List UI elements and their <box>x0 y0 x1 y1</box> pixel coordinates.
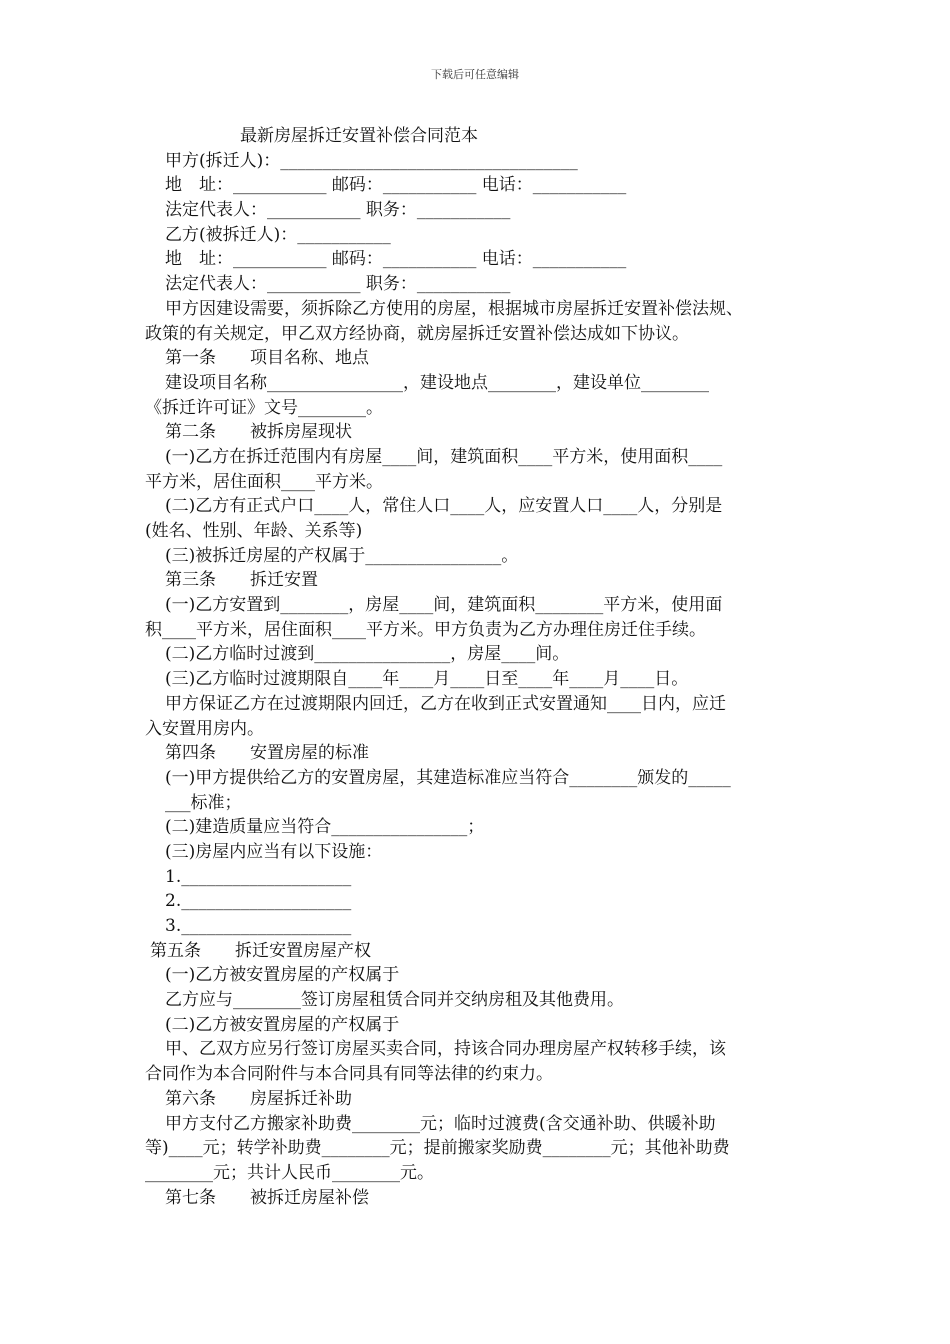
party-a-line: 甲方(拆迁人)：___________________________________ <box>165 150 578 171</box>
paragraph-line: (三)被拆迁房屋的产权属于________________。 <box>165 545 519 566</box>
list-item: 2.____________________ <box>165 891 352 912</box>
paragraph-line: 积____平方米，居住面积____平方米。甲方负责为乙方办理住房迁住手续。 <box>145 619 706 640</box>
page-header: 下载后可任意编辑 <box>431 68 519 81</box>
party-a-representative-line: 法定代表人：___________ 职务：___________ <box>165 200 511 221</box>
paragraph-line: ________元；共计人民币________元。 <box>145 1162 434 1183</box>
paragraph-line: 等)____元；转学补助费________元；提前搬家奖励费________元；其他补助费 <box>145 1138 730 1159</box>
article-heading: 第三条 拆迁安置 <box>165 570 318 591</box>
preamble-line: 甲方因建设需要，须拆除乙方使用的房屋，根据城市房屋拆迁安置补偿法规、 <box>165 298 743 319</box>
paragraph-line: (一)乙方被安置房屋的产权属于 <box>165 965 400 986</box>
paragraph-line: 合同作为本合同附件与本合同具有同等法律的约束力。 <box>145 1064 553 1085</box>
paragraph-line: (三)乙方临时过渡期限自____年____月____日至____年____月____日。 <box>165 669 689 690</box>
paragraph-line: 平方米，居住面积____平方米。 <box>145 471 383 492</box>
paragraph-line: (二)乙方临时过渡到________________，房屋____间。 <box>165 644 570 665</box>
paragraph-line: 入安置用房内。 <box>145 718 264 739</box>
paragraph-line: (二)乙方有正式户口____人，常住人口____人，应安置人口____人，分别是 <box>165 496 723 517</box>
article-heading: 第六条 房屋拆迁补助 <box>165 1088 352 1109</box>
document-title: 最新房屋拆迁安置补偿合同范本 <box>240 126 478 146</box>
paragraph-line: 建设项目名称________________，建设地点________，建设单位________ <box>165 372 709 393</box>
paragraph-line: 甲、乙双方应另行签订房屋买卖合同，持该合同办理房屋产权转移手续，该 <box>165 1039 726 1060</box>
paragraph-line: (一)乙方在拆迁范围内有房屋____间，建筑面积____平方米，使用面积____ <box>165 446 723 467</box>
article-heading: 第二条 被拆房屋现状 <box>165 422 352 443</box>
party-b-address-line: 地 址：___________ 邮码：___________ 电话：___________ <box>165 249 627 270</box>
paragraph-line: ___标准； <box>165 792 242 813</box>
paragraph-line: (二)建造质量应当符合________________； <box>165 817 485 838</box>
list-item: 3.____________________ <box>165 916 352 936</box>
paragraph-line: (一)乙方安置到________，房屋____间，建筑面积________平方米，使用面 <box>165 595 723 616</box>
paragraph-line: 甲方保证乙方在过渡期限内回迁，乙方在收到正式安置通知____日内，应迁 <box>165 693 726 714</box>
preamble-line: 政策的有关规定，甲乙双方经协商，就房屋拆迁安置补偿达成如下协议。 <box>145 323 689 344</box>
paragraph-line: (姓名、性别、年龄、关系等) <box>145 521 363 541</box>
article-heading: 第一条 项目名称、地点 <box>165 348 369 369</box>
party-a-address-line: 地 址：___________ 邮码：___________ 电话：___________ <box>165 175 627 196</box>
list-item: 1.____________________ <box>165 866 352 887</box>
party-b-representative-line: 法定代表人：___________ 职务：___________ <box>165 274 511 295</box>
paragraph-line: 乙方应与________签订房屋租赁合同并交纳房租及其他费用。 <box>165 990 624 1011</box>
paragraph-line: (二)乙方被安置房屋的产权属于 <box>165 1014 400 1035</box>
article-heading: 第七条 被拆迁房屋补偿 <box>165 1187 369 1208</box>
party-b-line: 乙方(被拆迁人)：___________ <box>165 224 391 245</box>
article-heading: 第四条 安置房屋的标准 <box>165 743 369 764</box>
paragraph-line: (三)房屋内应当有以下设施： <box>165 841 383 862</box>
paragraph-line: 《拆迁许可证》文号________。 <box>145 397 383 418</box>
paragraph-line: (一)甲方提供给乙方的安置房屋，其建造标准应当符合________颁发的_____ <box>165 767 731 788</box>
article-heading: 第五条 拆迁安置房屋产权 <box>150 940 371 961</box>
contract-body <box>145 124 805 1210</box>
paragraph-line: 甲方支付乙方搬家补助费________元；临时过渡费(含交通补助、供暖补助 <box>165 1113 716 1134</box>
